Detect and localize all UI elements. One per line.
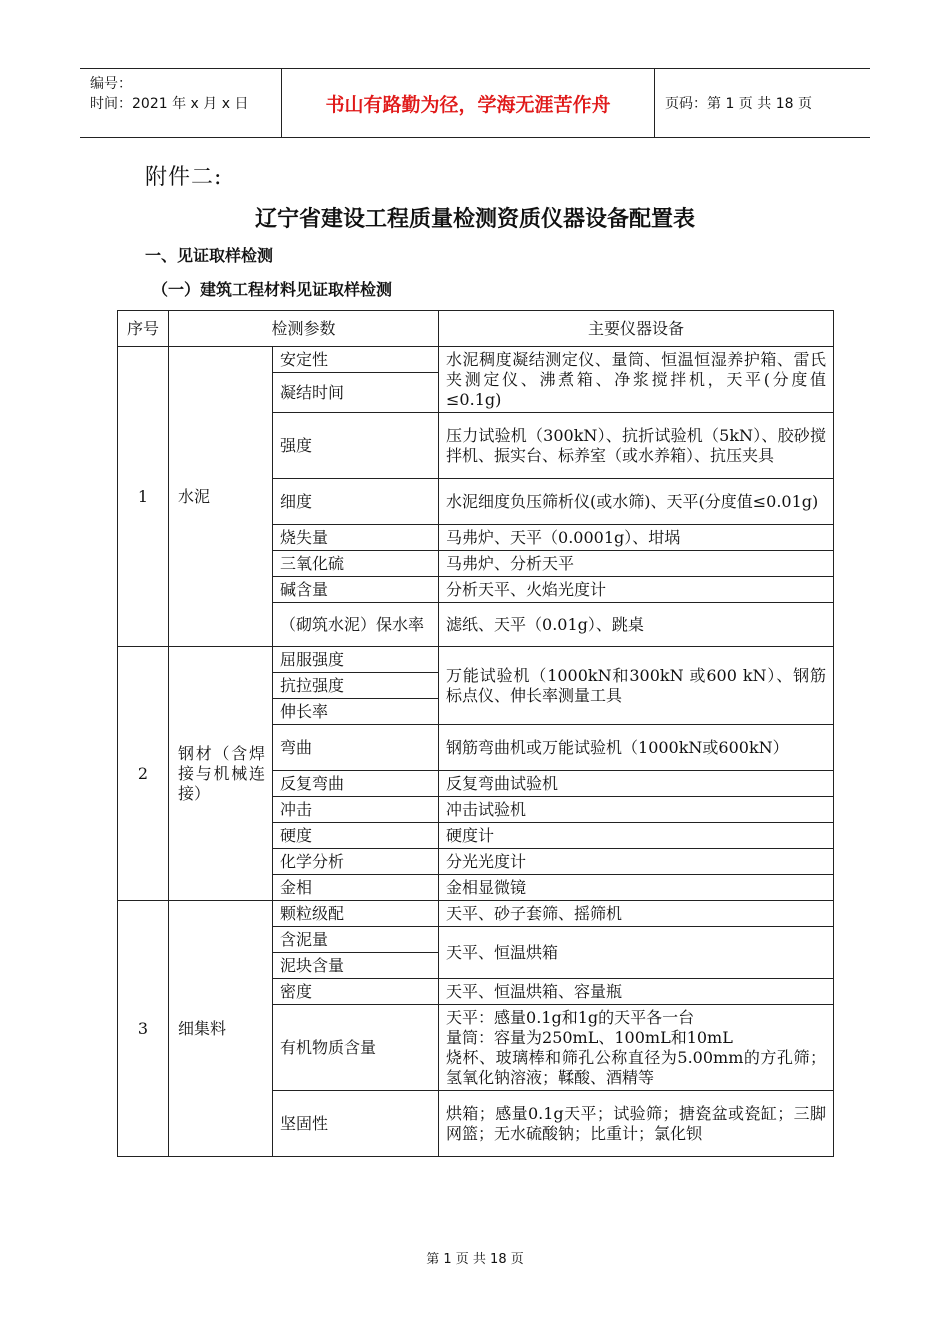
param-cell: 伸长率 [273, 699, 439, 725]
header-param: 检测参数 [169, 311, 439, 347]
equipment-cell: 冲击试验机 [439, 797, 834, 823]
param-cell: 金相 [273, 875, 439, 901]
equipment-cell: 水泥稠度凝结测定仪、量筒、恒温恒湿养护箱、雷氏夹测定仪、沸煮箱、净浆搅拌机，天平(分度值≤0.1g) [439, 347, 834, 413]
row-category: 钢材（含焊接与机械连接） [169, 647, 273, 901]
row-category: 水泥 [169, 347, 273, 647]
equipment-line: 天平：感量0.1g和1g的天平各一台 [446, 1007, 695, 1027]
table-row [118, 647, 834, 673]
equipment-cell: 天平、恒温烘箱 [439, 927, 834, 979]
equipment-cell: 压力试验机（300kN）、抗折试验机（5kN）、胶砂搅拌机、振实台、标养室（或水养箱）、抗压夹具 [439, 413, 834, 479]
header-meta [80, 69, 282, 137]
header-page-label: 页码：第 1 页 共 18 页 [665, 96, 812, 112]
equipment-cell: 马弗炉、天平（0.0001g）、坩埚 [439, 525, 834, 551]
table-header-row [118, 311, 834, 347]
table-row [118, 901, 834, 927]
param-cell: 密度 [273, 979, 439, 1005]
section-heading: 一、见证取样检测 [145, 246, 274, 265]
param-cell: 颗粒级配 [273, 901, 439, 927]
equipment-line: 烧杯、玻璃棒和筛孔公称直径为5.00mm的方孔筛；氢氧化钠溶液；鞣酸、酒精等 [446, 1047, 827, 1087]
param-cell: 三氧化硫 [273, 551, 439, 577]
equipment-cell: 分光光度计 [439, 849, 834, 875]
equipment-cell: 钢筋弯曲机或万能试验机（1000kN或600kN） [439, 725, 834, 771]
row-category: 细集料 [169, 901, 273, 1157]
attachment-label: 附件二: [145, 165, 223, 190]
equipment-cell [439, 1005, 834, 1091]
param-cell: 弯曲 [273, 725, 439, 771]
row-number: 3 [118, 901, 169, 1157]
equipment-cell: 万能试验机（1000kN和300kN 或600 kN）、钢筋标点仪、伸长率测量工具 [439, 647, 834, 725]
equipment-cell: 烘箱；感量0.1g天平；试验筛；搪瓷盆或瓷缸；三脚网篮；无水硫酸钠；比重计；氯化钡 [439, 1091, 834, 1157]
param-cell: 含泥量 [273, 927, 439, 953]
equipment-cell: 反复弯曲试验机 [439, 771, 834, 797]
equipment-cell: 天平、恒温烘箱、容量瓶 [439, 979, 834, 1005]
header-equipment: 主要仪器设备 [439, 311, 834, 347]
param-cell: 化学分析 [273, 849, 439, 875]
param-cell: 泥块含量 [273, 953, 439, 979]
number-label: 编号： [90, 76, 132, 92]
param-cell: 安定性 [273, 347, 439, 373]
param-cell: 强度 [273, 413, 439, 479]
param-cell: 坚固性 [273, 1091, 439, 1157]
row-number: 2 [118, 647, 169, 901]
param-cell: 冲击 [273, 797, 439, 823]
header-no: 序号 [118, 311, 169, 347]
param-cell: 抗拉强度 [273, 673, 439, 699]
equipment-cell: 水泥细度负压筛析仪(或水筛)、天平(分度值≤0.01g) [439, 479, 834, 525]
subsection-heading: （一）建筑工程材料见证取样检测 [152, 280, 393, 299]
equipment-line: 量筒：容量为250mL、100mL和10mL [446, 1027, 733, 1047]
equipment-cell: 马弗炉、分析天平 [439, 551, 834, 577]
param-cell: 烧失量 [273, 525, 439, 551]
row-number: 1 [118, 347, 169, 647]
param-cell: 细度 [273, 479, 439, 525]
header-motto: 书山有路勤为径，学海无涯苦作舟 [282, 69, 655, 137]
time-label: 时间：2021 年 x 月 x 日 [90, 96, 249, 112]
param-cell: 硬度 [273, 823, 439, 849]
param-cell: 屈服强度 [273, 647, 439, 673]
param-cell: 反复弯曲 [273, 771, 439, 797]
page-footer: 第 1 页 共 18 页 [426, 1252, 524, 1267]
equipment-cell: 金相显微镜 [439, 875, 834, 901]
page-title: 辽宁省建设工程质量检测资质仪器设备配置表 [254, 207, 695, 232]
param-cell: 碱含量 [273, 577, 439, 603]
equipment-cell: 分析天平、火焰光度计 [439, 577, 834, 603]
equipment-table [117, 310, 834, 1157]
equipment-cell: 硬度计 [439, 823, 834, 849]
param-cell: 凝结时间 [273, 373, 439, 413]
equipment-cell: 滤纸、天平（0.01g）、跳桌 [439, 603, 834, 647]
table-row [118, 347, 834, 373]
param-cell: （砌筑水泥）保水率 [273, 603, 439, 647]
equipment-cell: 天平、砂子套筛、摇筛机 [439, 901, 834, 927]
param-cell: 有机物质含量 [273, 1005, 439, 1091]
document-header [80, 68, 870, 138]
